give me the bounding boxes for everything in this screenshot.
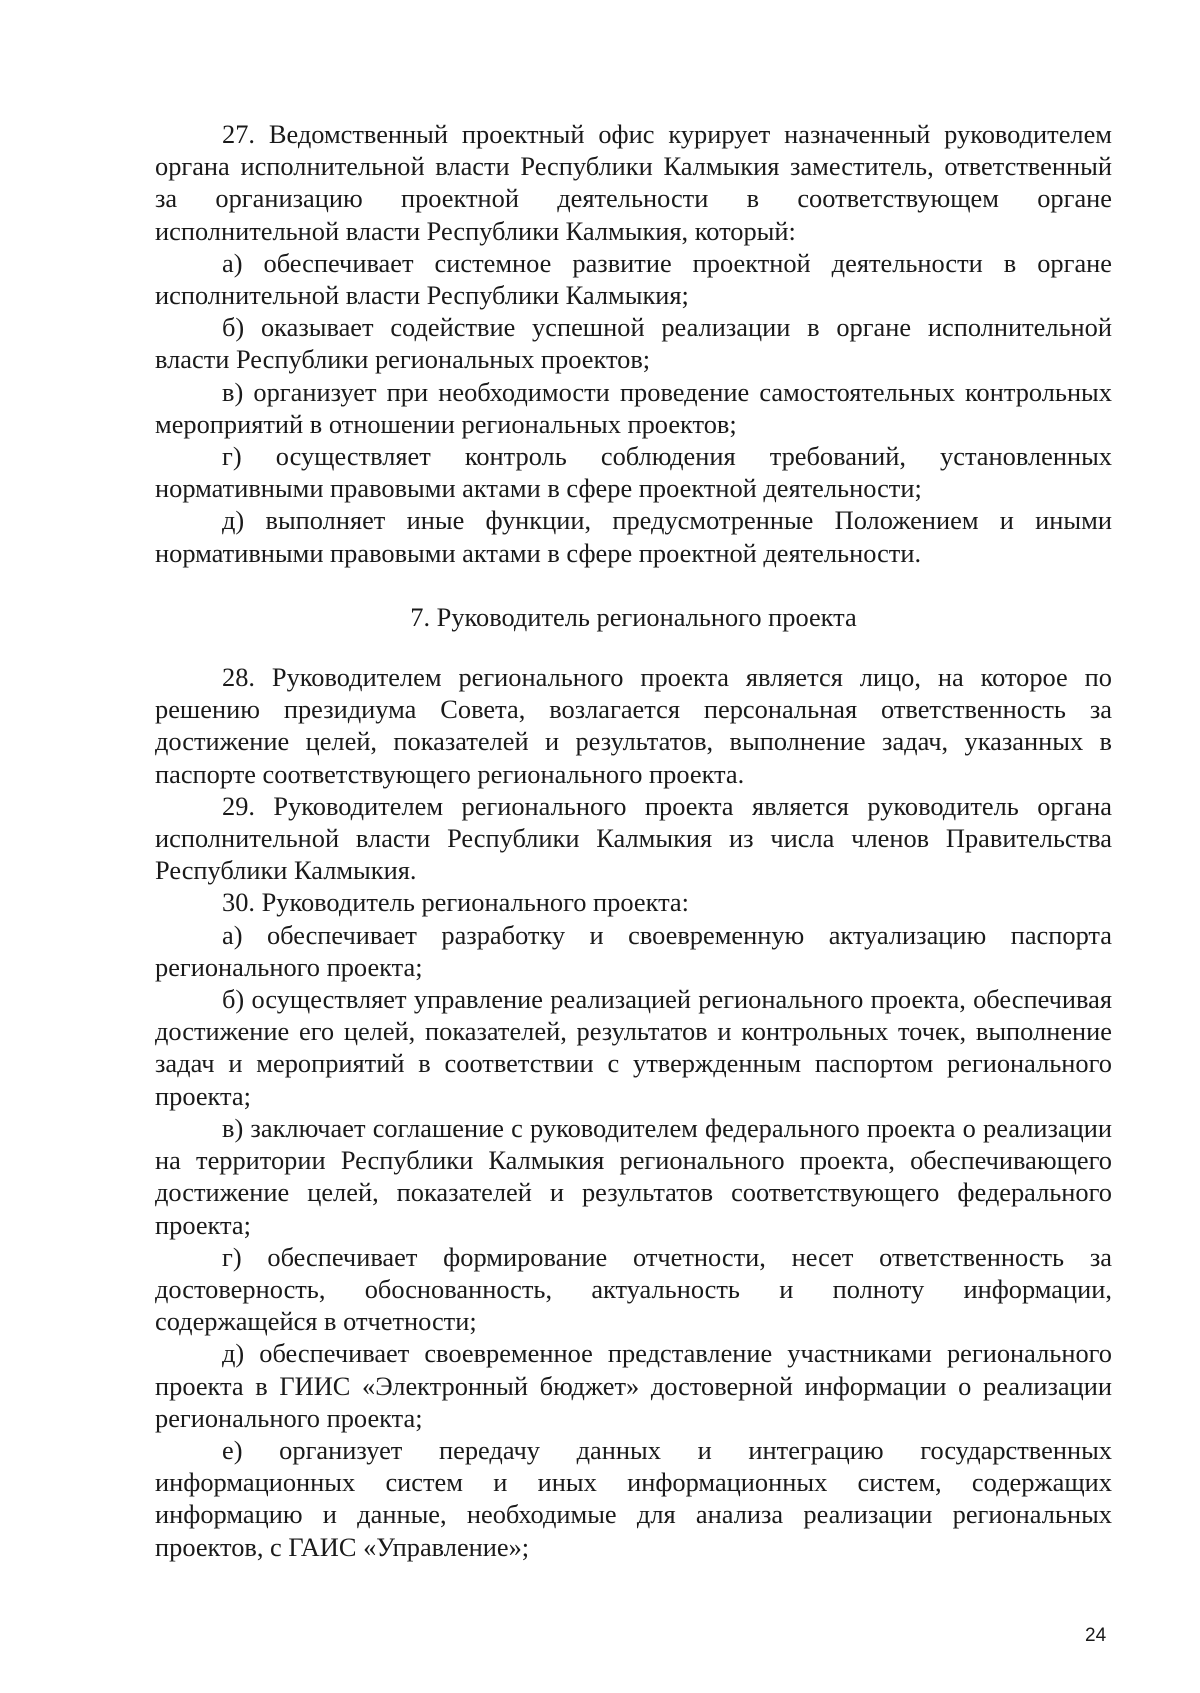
paragraph-30-a: а) обеспечивает разработку и своевременную актуализацию паспорта регионального проекта;	[155, 919, 1112, 982]
paragraph-30-e: е) организует передачу данных и интеграцию государственных информационных систем и иных информационных систем, содержащих информацию и данные, необходимые для анализа реализации региональных проектов, с ГАИС «Управление»;	[155, 1434, 1112, 1562]
paragraph-27-g: г) осуществляет контроль соблюдения требований, установленных нормативными правовыми актами в сфере проектной деятельности;	[155, 441, 1112, 504]
paragraph-27-d: д) выполняет иные функции, предусмотренные Положением и иными нормативными правовыми актами в сфере проектной деятельности.	[155, 505, 1112, 568]
page-number: 24	[1085, 1625, 1107, 1646]
paragraph-30-d: д) обеспечивает своевременное представление участниками регионального проекта в ГИИС «Электронный бюджет» достоверной информации о реализации регионального проекта;	[155, 1338, 1112, 1433]
paragraph-27-a: а) обеспечивает системное развитие проектной деятельности в органе исполнительной власти Республики Калмыкия;	[155, 247, 1112, 311]
paragraph-30-g: г) обеспечивает формирование отчетности, несет ответственность за достоверность, обоснованность, актуальность и полноту информации, содержащейся в отчетности;	[155, 1241, 1112, 1337]
paragraph-30-v: в) заключает соглашение с руководителем федерального проекта о реализации на территории Республики Калмыкия регионального проекта, обеспечивающего достижение целей, показателей и результатов соответствующего федерального проекта;	[155, 1112, 1112, 1240]
paragraph-29: 29. Руководителем регионального проекта является руководитель органа исполнительной власти Республики Калмыкия из числа членов Правительства Республики Калмыкия.	[155, 790, 1112, 886]
paragraph-30-b: б) осуществляет управление реализацией регионального проекта, обеспечивая достижение его целей, показателей, результатов и контрольных точек, выполнение задач и мероприятий в соответствии с утвержденным паспортом регионального проекта;	[155, 984, 1112, 1111]
document-body	[155, 118, 1112, 1563]
paragraph-30: 30. Руководитель регионального проекта:	[222, 887, 689, 918]
paragraph-28: 28. Руководителем регионального проекта является лицо, на которое по решению президиума Совета, возлагается персональная ответственность за достижение целей, показателей и результатов, выполнение задач, указанных в паспорте соответствующего регионального проекта.	[155, 662, 1112, 789]
section-heading: 7. Руководитель регионального проекта	[410, 601, 857, 632]
paragraph-27-v: в) организует при необходимости проведение самостоятельных контрольных мероприятий в отношении региональных проектов;	[155, 376, 1112, 439]
paragraph-27: 27. Ведомственный проектный офис курирует назначенный руководителем органа исполнительной власти Республики Калмыкия заместитель, ответственный за организацию проектной деятельности в соответствующем органе исполнительной власти Республики Калмыкия, который:	[155, 119, 1112, 246]
paragraph-27-b: б) оказывает содействие успешной реализации в органе исполнительной власти Республики региональных проектов;	[155, 312, 1112, 375]
